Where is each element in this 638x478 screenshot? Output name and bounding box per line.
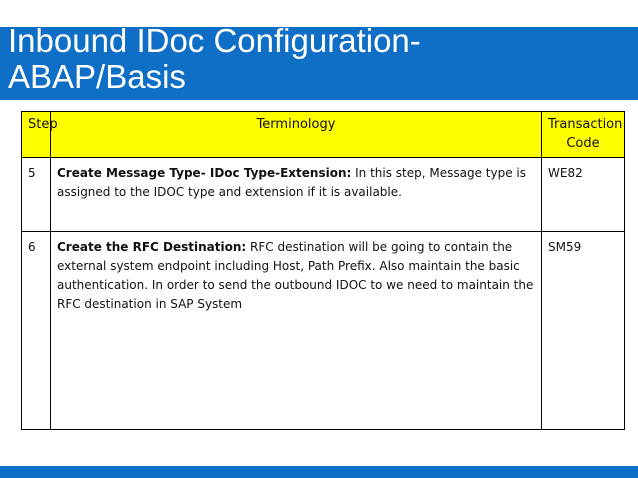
footer-bar [0, 466, 638, 478]
terminology-text: RFC destination will be going to contain the external system endpoint including Host, Path Prefix. Also maintain the basic authentication. In order to send the outbound IDOC to we need to maintain the RFC destination in SAP System [57, 240, 534, 311]
header-terminology: Terminology [51, 112, 542, 158]
header-transaction-code: Transaction Code [542, 112, 625, 158]
terminology-heading: Create Message Type- IDoc Type-Extension: [57, 166, 352, 180]
table-row [22, 232, 625, 430]
step-number: 5 [22, 158, 51, 232]
terminology-description [51, 232, 542, 430]
table-header-row [22, 112, 625, 158]
transaction-code: WE82 [542, 158, 625, 232]
slide-title [8, 23, 628, 95]
transaction-code: SM59 [542, 232, 625, 430]
terminology-table [21, 111, 625, 430]
header-step: Step [22, 112, 51, 158]
slide-title-line-2: ABAP/Basis [8, 58, 186, 95]
slide-title-line-1: Inbound IDoc Configuration- [8, 22, 421, 59]
terminology-description [51, 158, 542, 232]
terminology-text: In this step, Message type is assigned to the IDOC type and extension if it is available. [57, 166, 526, 199]
table-row [22, 158, 625, 232]
terminology-heading: Create the RFC Destination: [57, 240, 247, 254]
step-number: 6 [22, 232, 51, 430]
